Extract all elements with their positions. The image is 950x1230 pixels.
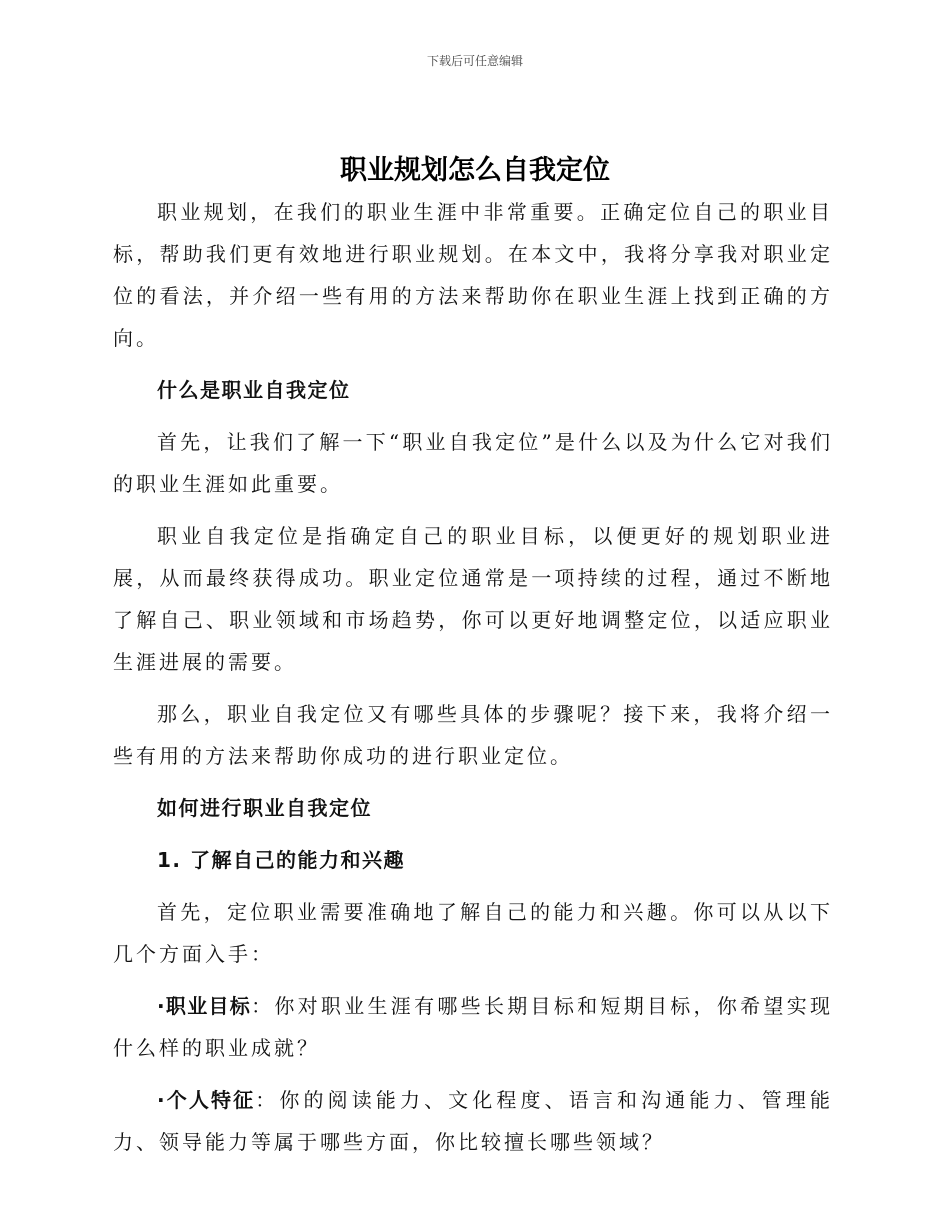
bullet-text-career-goals: ：你对职业生涯有哪些长期目标和短期目标，你希望实现什么样的职业成就？ [113, 994, 834, 1060]
section-heading-how-to: 如何进行职业自我定位 [157, 796, 372, 820]
document-body [113, 191, 833, 1163]
bullet-label-personal-traits: 个人特征 [165, 1088, 256, 1112]
section-heading-what-is: 什么是职业自我定位 [157, 378, 351, 402]
intro-paragraph: 职业规划，在我们的职业生涯中非常重要。正确定位自己的职业目标，帮助我们更有效地进行职业规划。在本文中，我将分享我对职业定位的看法，并介绍一些有用的方法来帮助你在职业生涯上找到正确的方向。 [113, 200, 833, 350]
bullet-marker: · [157, 994, 166, 1018]
step1-paragraph: 首先，定位职业需要准确地了解自己的能力和兴趣。你可以从以下几个方面入手： [113, 900, 833, 966]
document-title: 职业规划怎么自我定位 [340, 155, 610, 186]
bullet-text-personal-traits: ：你的阅读能力、文化程度、语言和沟通能力、管理能力、领导能力等属于哪些方面，你比较擅长哪些领域？ [113, 1088, 834, 1154]
bullet-item-personal-traits [113, 1079, 833, 1163]
bullet-marker: · [157, 1088, 166, 1112]
page-header-note: 下载后可任意编辑 [426, 54, 523, 68]
bullet-label-career-goals: 职业目标 [165, 994, 252, 1018]
section1-paragraph-2: 职业自我定位是指确定自己的职业目标，以便更好的规划职业进展，从而最终获得成功。职业定位通常是一项持续的过程，通过不断地了解自己、职业领域和市场趋势，你可以更好地调整定位，以适应职业生涯进展的需要。 [113, 524, 833, 674]
section1-paragraph-3: 那么，职业自我定位又有哪些具体的步骤呢？接下来，我将介绍一些有用的方法来帮助你成功的进行职业定位。 [113, 702, 833, 768]
bullet-item-career-goals [113, 985, 833, 1069]
section1-paragraph-1: 首先，让我们了解一下“职业自我定位”是什么以及为什么它对我们的职业生涯如此重要。 [113, 430, 833, 496]
step1-heading: 1. 了解自己的能力和兴趣 [157, 848, 405, 872]
